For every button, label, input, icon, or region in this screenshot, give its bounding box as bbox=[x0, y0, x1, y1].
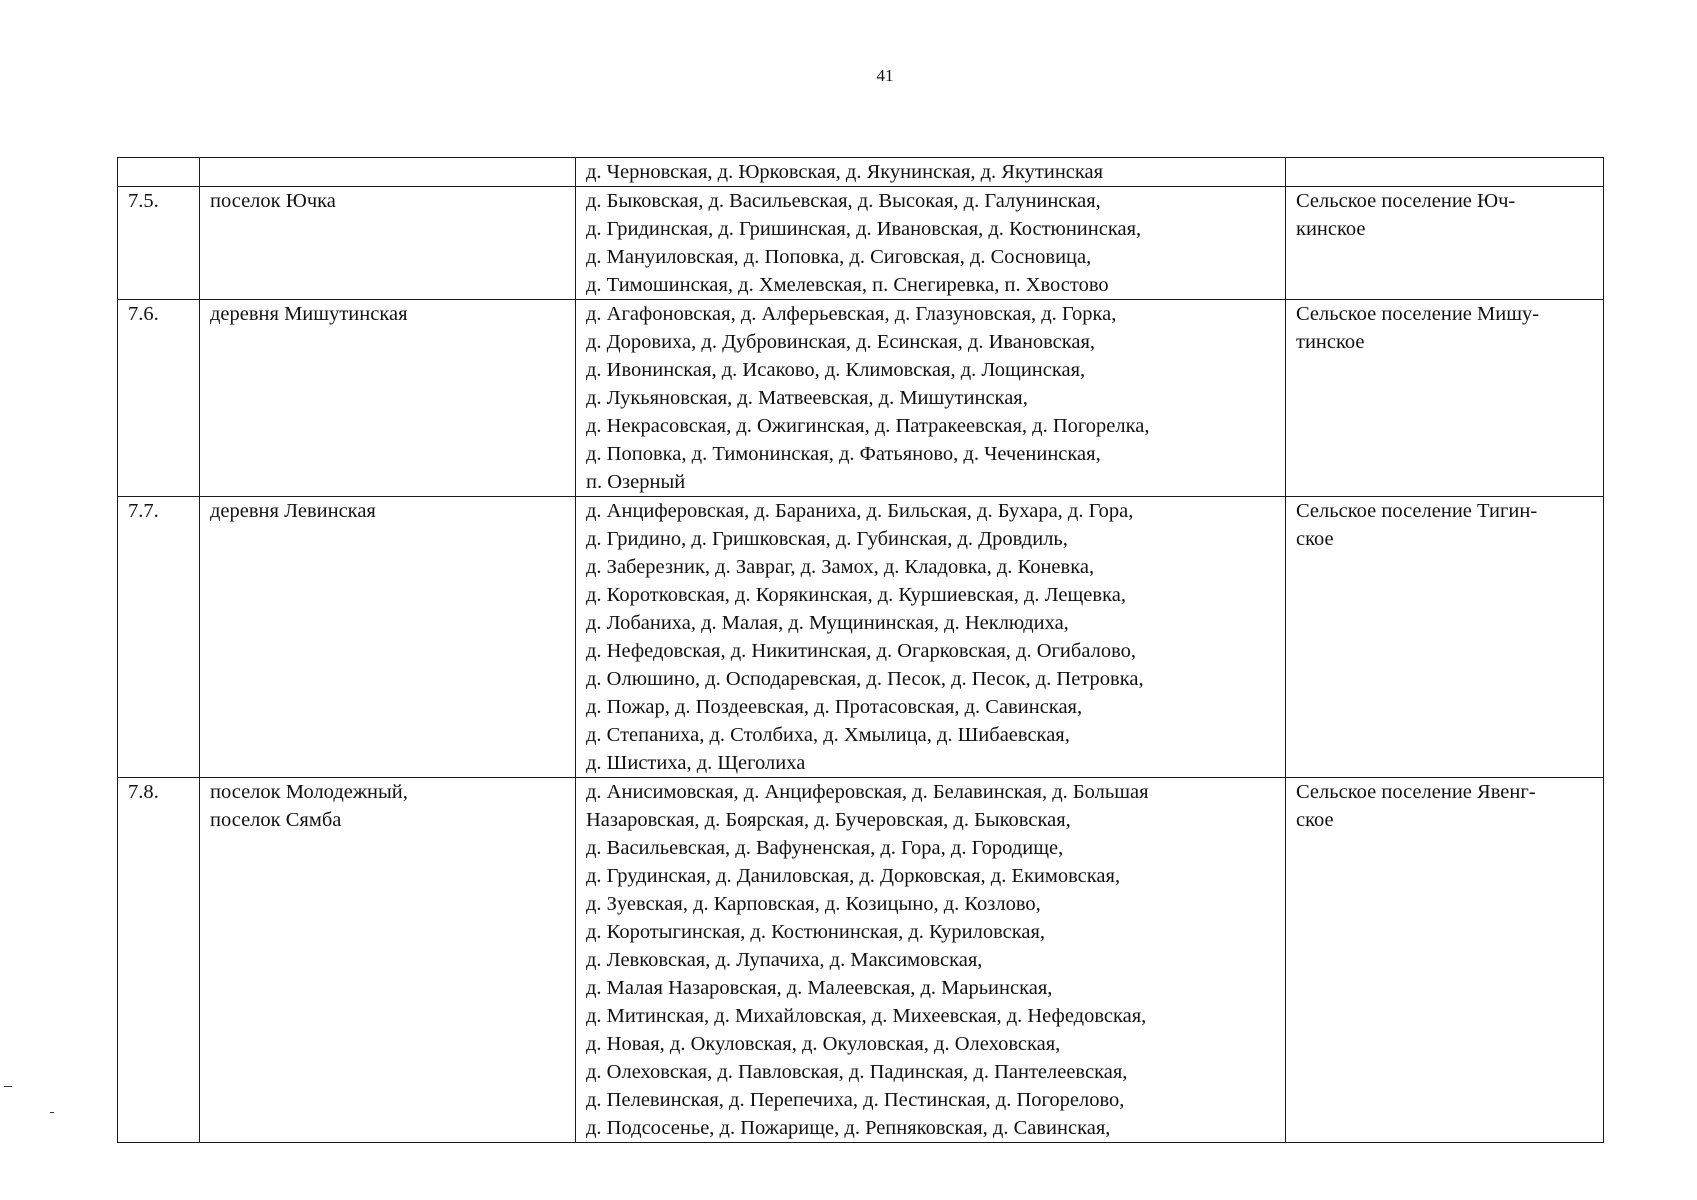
settlement-cell: Сельское поселение Юч- кинское bbox=[1286, 187, 1604, 300]
admin-center-cell: поселок Молодежный, поселок Сямба bbox=[200, 778, 576, 1143]
table-row bbox=[118, 158, 1604, 187]
table-row bbox=[118, 778, 1604, 1143]
villages-cell: д. Черновская, д. Юрковская, д. Якунинская, д. Якутинская bbox=[576, 158, 1286, 187]
settlement-cell: Сельское поселение Тигин- ское bbox=[1286, 497, 1604, 778]
settlement-cell bbox=[1286, 158, 1604, 187]
villages-cell: д. Анисимовская, д. Анциферовская, д. Белавинская, д. Большая Назаровская, д. Боярская, д. Бучеровская, д. Быковская, д. Васильевская, д. Вафуненская, д. Гора, д. Городище, д. Грудинская, д. Даниловская, д. Дорковская, д. Екимовская, д. Зуевская, д. Карповская, д. Козицыно, д. Козлово, д. Коротыгинская, д. Костюнинская, д. Куриловская, д. Левковская, д. Лупачиха, д. Максимовская, д. Малая Назаровская, д. Малеевская, д. Марьинская, д. Митинская, д. Михайловская, д. Михеевская, д. Нефедовская, д. Новая, д. Окуловская, д. Окуловская, д. Олеховская, д. Олеховская, д. Павловская, д. Падинская, д. Пантелеевская, д. Пелевинская, д. Перепечиха, д. Пестинская, д. Погорелово, д. Подсосенье, д. Пожарище, д. Репняковская, д. Савинская, bbox=[576, 778, 1286, 1143]
admin-center-cell bbox=[200, 158, 576, 187]
settlement-cell: Сельское поселение Явенг- ское bbox=[1286, 778, 1604, 1143]
villages-cell: д. Анциферовская, д. Бараниха, д. Бильская, д. Бухара, д. Гора, д. Гридино, д. Гришковская, д. Губинская, д. Дровдиль, д. Заберезник, д. Завраг, д. Замох, д. Кладовка, д. Коневка, д. Коротковская, д. Корякинская, д. Куршиевская, д. Лещевка, д. Лобаниха, д. Малая, д. Мущининская, д. Неклюдиха, д. Нефедовская, д. Никитинская, д. Огарковская, д. Огибалово, д. Олюшино, д. Осподаревская, д. Песок, д. Песок, д. Петровка, д. Пожар, д. Поздеевская, д. Протасовская, д. Савинская, д. Степаниха, д. Столбиха, д. Хмылица, д. Шибаевская, д. Шистиха, д. Щеголиха bbox=[576, 497, 1286, 778]
admin-center-cell: деревня Левинская bbox=[200, 497, 576, 778]
table-row bbox=[118, 187, 1604, 300]
admin-center-cell: деревня Мишутинская bbox=[200, 300, 576, 497]
settlement-cell: Сельское поселение Мишу- тинское bbox=[1286, 300, 1604, 497]
table-row bbox=[118, 300, 1604, 497]
row-number-cell bbox=[118, 158, 200, 187]
scan-margin-mark bbox=[4, 1086, 12, 1087]
row-number-cell: 7.5. bbox=[118, 187, 200, 300]
table-row bbox=[118, 497, 1604, 778]
page-number: 41 bbox=[876, 66, 894, 85]
villages-cell: д. Быковская, д. Васильевская, д. Высокая, д. Галунинская, д. Гридинская, д. Гришинская, д. Ивановская, д. Костюнинская, д. Мануиловская, д. Поповка, д. Сиговская, д. Сосновица, д. Тимошинская, д. Хмелевская, п. Снегиревка, п. Хвостово bbox=[576, 187, 1286, 300]
row-number-cell: 7.7. bbox=[118, 497, 200, 778]
villages-cell: д. Агафоновская, д. Алферьевская, д. Глазуновская, д. Горка, д. Доровиха, д. Дубровинская, д. Есинская, д. Ивановская, д. Ивонинская, д. Исаково, д. Климовская, д. Лощинская, д. Лукьяновская, д. Матвеевская, д. Мишутинская, д. Некрасовская, д. Ожигинская, д. Патракеевская, д. Погорелка, д. Поповка, д. Тимонинская, д. Фатьяново, д. Чеченинская, п. Озерный bbox=[576, 300, 1286, 497]
admin-center-cell: поселок Ючка bbox=[200, 187, 576, 300]
row-number-cell: 7.8. bbox=[118, 778, 200, 1143]
scan-margin-mark bbox=[50, 1112, 54, 1113]
settlements-table bbox=[117, 157, 1604, 1143]
row-number-cell: 7.6. bbox=[118, 300, 200, 497]
